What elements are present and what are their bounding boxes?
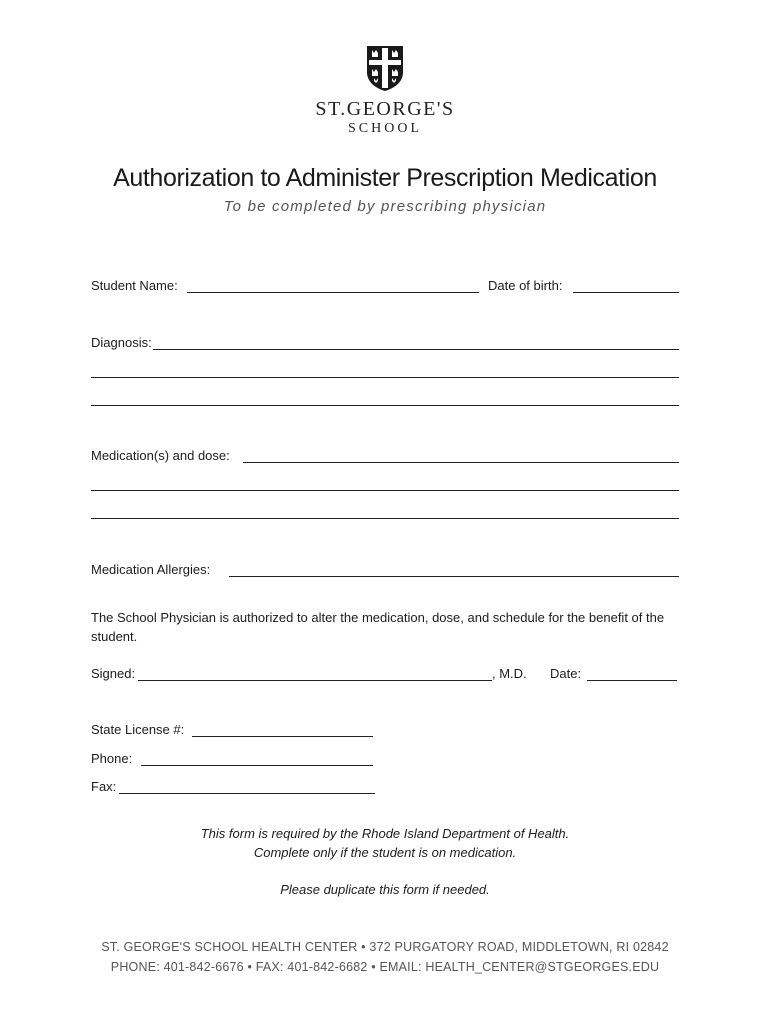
diagnosis-field-line-2[interactable] (91, 377, 679, 378)
phone-label: Phone: (91, 751, 133, 766)
signature-field[interactable] (138, 680, 492, 681)
md-suffix: , M.D. (492, 666, 527, 681)
diagnosis-label: Diagnosis: (91, 335, 152, 350)
phone-field[interactable] (141, 765, 373, 766)
footer-address: ST. GEORGE'S SCHOOL HEALTH CENTER • 372 PURGATORY ROAD, MIDDLETOWN, RI 02842 (101, 940, 669, 954)
date-field[interactable] (587, 680, 677, 681)
school-name: ST.GEORGE'S (315, 98, 455, 120)
authorization-text: The School Physician is authorized to alter the medication, dose, and schedule for the benefit of the student. (91, 610, 665, 644)
note-requirement: This form is required by the Rhode Island Department of Health. (200, 826, 570, 841)
fax-field[interactable] (119, 793, 375, 794)
school-sub: SCHOOL (347, 121, 422, 136)
medication-label: Medication(s) and dose: (91, 448, 230, 463)
footer-contact: PHONE: 401-842-6676 • FAX: 401-842-6682 • EMAIL: HEALTH_CENTER@STGEORGES.EDU (110, 960, 660, 974)
medication-field-line-1[interactable] (243, 462, 679, 463)
medication-field-line-3[interactable] (91, 518, 679, 519)
allergies-label: Medication Allergies: (91, 562, 211, 577)
signed-label: Signed: (91, 666, 136, 681)
shield-crest-icon (365, 44, 405, 92)
fax-label: Fax: (91, 779, 117, 794)
student-name-field[interactable] (187, 292, 479, 293)
note-complete-only: Complete only if the student is on medication. (253, 845, 517, 860)
dob-label: Date of birth: (488, 278, 563, 293)
diagnosis-field-line-3[interactable] (91, 405, 679, 406)
school-logo (0, 44, 770, 137)
student-name-label: Student Name: (91, 278, 178, 293)
note-duplicate: Please duplicate this form if needed. (280, 882, 490, 897)
medication-field-line-2[interactable] (91, 490, 679, 491)
license-label: State License #: (91, 722, 185, 737)
page-subtitle: To be completed by prescribing physician (223, 198, 547, 215)
license-field[interactable] (192, 736, 373, 737)
date-label: Date: (550, 666, 582, 681)
page-title: Authorization to Administer Prescription Medication (113, 164, 657, 192)
dob-field[interactable] (573, 292, 679, 293)
diagnosis-field-line-1[interactable] (153, 349, 679, 350)
allergies-field[interactable] (229, 576, 679, 577)
